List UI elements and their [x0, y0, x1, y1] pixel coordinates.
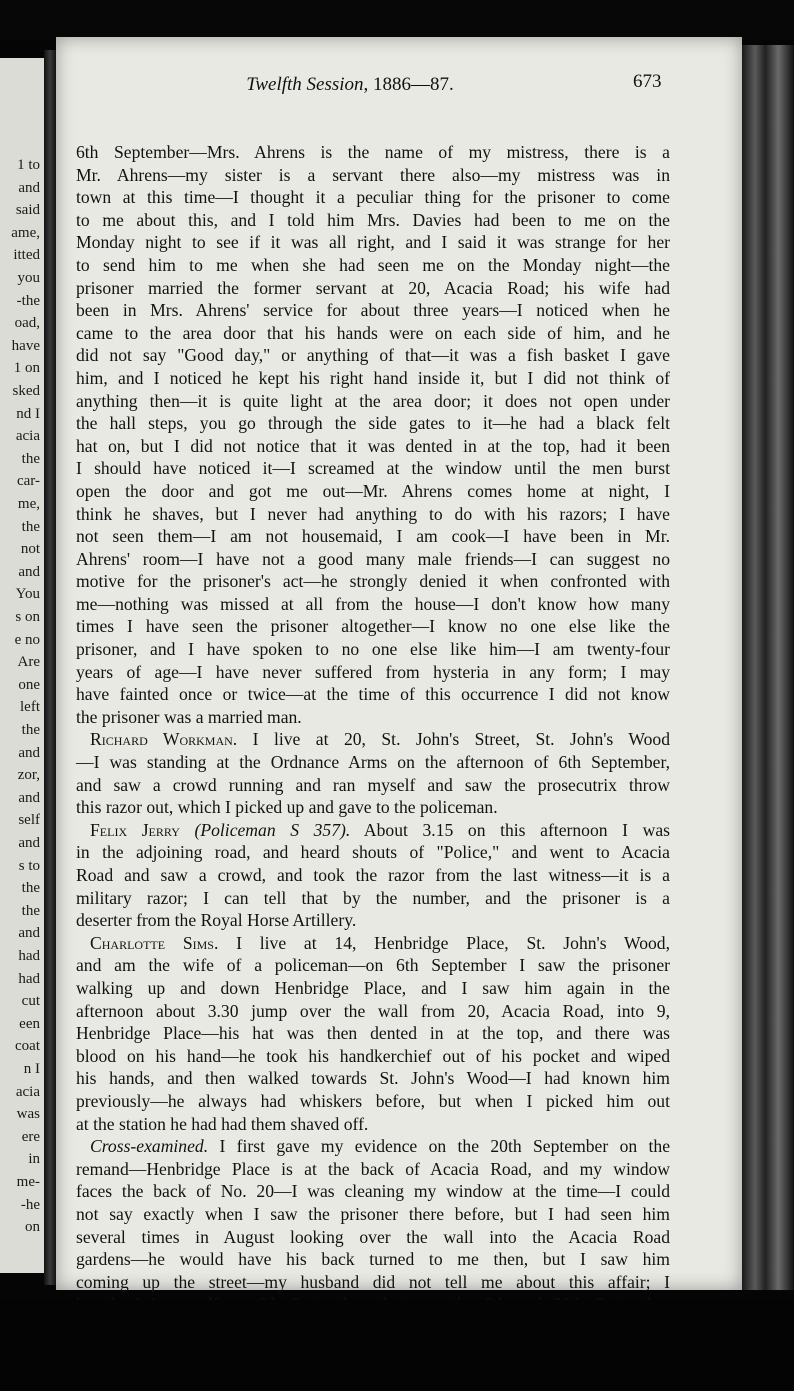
left-page-text-fragment: self: [18, 812, 40, 829]
line-text: him, and I noticed he kept his right hand inside it, but I did not think of: [76, 367, 670, 388]
text-line: [76, 1000, 670, 1023]
line-text: motive for the prisoner's act—he strongly denied it when confronted with: [76, 571, 670, 592]
line-text: not seen them—I am not housemaid, I am cook—I have been in Mr.: [76, 526, 670, 547]
text-line: [76, 186, 670, 209]
text-line: [76, 435, 670, 458]
text-line: [76, 1180, 670, 1203]
page-edge-stack: [742, 45, 794, 1290]
left-page-text-fragment: you: [17, 270, 40, 286]
line-text: anything then—it is quite light at the area door; it does not open under: [76, 390, 670, 411]
line-text: the prisoner was a married man.: [76, 706, 302, 727]
line-text: this razor out, which I picked up and gave to the policeman.: [76, 797, 498, 818]
text-line: [76, 322, 670, 345]
body-text: [76, 141, 670, 1316]
line-text: blood on his hand—he took his handkerchief out of his pocket and wiped: [76, 1045, 670, 1066]
line-text: coming up the street—my husband did not tell me about this affair; I: [76, 1271, 670, 1292]
witness-role: (Policeman S 357).: [179, 819, 351, 840]
text-line: [76, 1226, 670, 1249]
line-text: prisoner, and I have spoken to no one else like him—I am twenty-four: [76, 639, 670, 660]
line-text: and saw a crowd running and ran myself and saw the prosecutrix throw: [76, 774, 670, 795]
text-line: [76, 841, 670, 864]
left-page-text-fragment: s on: [15, 609, 40, 625]
line-text: Road and saw a crowd, and took the razor from the last witness—it is a: [76, 865, 670, 885]
text-line: [76, 1248, 670, 1271]
left-page-text-fragment: not: [20, 541, 40, 558]
line-text: in the adjoining road, and heard shouts of "Police," and went to Acacia: [76, 842, 670, 863]
line-text: —I was standing at the Ordnance Arms on the afternoon of 6th September,: [76, 752, 670, 773]
running-head-comma: ,: [363, 74, 374, 95]
text-line: [76, 299, 670, 322]
adjacent-page-fragment: [0, 58, 44, 1273]
cross-examined-label: Cross-examined.: [90, 1136, 209, 1157]
text-line: [76, 1203, 670, 1226]
text-line: [76, 503, 670, 526]
left-page-text-fragment: n I: [23, 1061, 40, 1077]
line-text: at the station he had had them shaved off.: [76, 1113, 369, 1134]
left-page-text-fragment: the: [21, 518, 40, 535]
line-text: came to the area door that his hands were on each side of him, and he: [76, 322, 670, 343]
text-line: [76, 909, 670, 932]
left-page-text-fragment: and: [18, 563, 40, 580]
film-border-top: [0, 0, 794, 40]
text-line: [76, 1022, 670, 1045]
left-page-text-fragment: acia: [15, 1083, 40, 1100]
left-page-text-fragment: and: [18, 835, 40, 851]
line-text: me—nothing was missed at all from the house—I don't know how many: [76, 593, 670, 614]
left-page-text-fragment: had: [18, 948, 40, 964]
text-line: [76, 231, 670, 254]
line-text: years of age—I have never suffered from hysteria in any form; I may: [76, 661, 670, 682]
line-text: Monday night to see if it was all right, and I said it was strange for her: [76, 232, 670, 253]
left-page-text-fragment: was: [16, 1106, 40, 1123]
text-line: [76, 932, 670, 955]
text-line: [76, 1113, 670, 1136]
running-head: [200, 74, 500, 96]
line-text: 6th September—Mrs. Ahrens is the name of my mistress, there is a: [76, 142, 670, 162]
text-line: [76, 864, 670, 887]
text-line: [76, 390, 670, 413]
line-text: times I have seen the prisoner altogether—I know no one else like the: [76, 616, 670, 637]
text-line: [76, 457, 670, 480]
left-page-text-fragment: on: [25, 1219, 40, 1236]
left-page-text-fragment: 1 on: [13, 360, 40, 377]
witness-name: Felix Jerry: [90, 819, 180, 840]
left-page-text-fragment: car-: [16, 473, 40, 490]
line-text: Mr. Ahrens—my sister is a servant there also—my mistress was in: [76, 164, 670, 185]
text-line: [76, 706, 670, 729]
line-text: have fainted once or twice—at the time of this occurrence I did not know: [76, 684, 670, 705]
text-line: [76, 570, 670, 593]
text-line: [76, 954, 670, 977]
text-line: [76, 819, 670, 842]
text-line: [76, 344, 670, 367]
line-text: think he shaves, but I never had anything to do with his razors; I have: [76, 503, 670, 524]
line-text: About 3.15 on this afternoon I was: [350, 819, 670, 840]
text-line: [76, 796, 670, 819]
witness-name: Charlotte Sims.: [90, 932, 219, 953]
film-border-bottom: [0, 1300, 794, 1391]
left-page-text-fragment: coat: [15, 1038, 40, 1055]
left-page-text-fragment: and: [18, 179, 40, 196]
line-text: hat on, but I did not notice that it was dented in at the top, had it been: [76, 435, 670, 456]
running-head-years: 1886—87.: [373, 74, 454, 95]
line-text: afternoon about 3.30 jump over the wall from 20, Acacia Road, into 9,: [76, 1000, 670, 1021]
left-page-text-fragment: said: [15, 202, 40, 219]
text-line: [76, 1158, 670, 1181]
text-line: [76, 661, 670, 684]
left-page-text-fragment: acia: [15, 428, 40, 445]
line-text: deserter from the Royal Horse Artillery.: [76, 910, 357, 931]
left-page-text-fragment: s to: [18, 857, 40, 874]
text-line: [76, 593, 670, 616]
line-text: faces the back of No. 20—I was cleaning my window at the time—I could: [76, 1181, 670, 1202]
text-line: [76, 1271, 670, 1294]
left-page-text-fragment: -the: [16, 292, 40, 309]
text-line: [76, 1067, 670, 1090]
text-line: [76, 638, 670, 661]
text-line: [76, 209, 670, 232]
left-page-text-fragment: left: [20, 699, 40, 716]
left-page-text-fragment: me-: [16, 1174, 40, 1190]
line-text: open the door and got me out—Mr. Ahrens comes home at night, I: [76, 480, 670, 501]
left-page-text-fragment: Are: [17, 654, 40, 671]
left-page-text-fragment: and: [18, 925, 40, 942]
line-text: his hands, and then walked towards St. John's Wood—I had known him: [76, 1068, 670, 1089]
line-text: and am the wife of a policeman—on 6th September I saw the prisoner: [76, 955, 670, 976]
left-page-text-fragment: and: [18, 789, 40, 806]
line-text: several times in August looking over the wall into the Acacia Road: [76, 1226, 670, 1247]
text-line: [76, 683, 670, 706]
line-text: the hall steps, you go through the side gates to it—he had a black felt: [76, 413, 670, 434]
left-page-text-fragment: one: [18, 676, 40, 693]
line-text: previously—he always had whiskers before, but when I picked him out: [76, 1090, 670, 1111]
line-text: did not say "Good day," or anything of that—it was a fish basket I gave: [76, 345, 670, 366]
left-page-text-fragment: -he: [20, 1196, 40, 1213]
text-line: [76, 1045, 670, 1068]
left-page-text-fragment: 1 to: [17, 157, 40, 173]
left-page-text-fragment: the: [21, 722, 40, 738]
left-page-text-fragment: e no: [14, 631, 40, 648]
text-line: [76, 367, 670, 390]
text-line: [76, 887, 670, 910]
text-line: [76, 1135, 670, 1158]
text-line: [76, 977, 670, 1000]
left-page-text-fragment: nd I: [16, 405, 40, 422]
line-text: I live at 20, St. John's Street, St. John's Wood: [237, 729, 670, 750]
book-gutter: [44, 50, 56, 1285]
text-line: [76, 254, 670, 277]
left-page-text-fragment: the: [21, 450, 40, 467]
left-page-text-fragment: zor,: [17, 767, 40, 784]
left-page-text-fragment: the: [21, 880, 40, 897]
line-text: I should have noticed it—I screamed at the window until the men burst: [76, 458, 670, 479]
text-line: [76, 412, 670, 435]
witness-name: Richard Workman.: [90, 729, 238, 750]
running-head-title: Twelfth Session: [246, 74, 364, 95]
left-page-text-fragment: You: [15, 586, 40, 603]
text-line: [76, 728, 670, 751]
line-text: town at this time—I thought it a peculiar thing for the prisoner to come: [76, 187, 670, 208]
left-page-text-fragment: had: [18, 970, 40, 987]
line-text: Henbridge Place—his hat was then dented in at the top, and there was: [76, 1023, 670, 1044]
text-line: [76, 141, 670, 164]
left-page-text-fragment: the: [21, 902, 40, 919]
left-page-text-fragment: me,: [17, 496, 40, 512]
text-line: [76, 548, 670, 571]
left-page-text-fragment: ame,: [11, 224, 40, 241]
text-line: [76, 277, 670, 300]
text-line: [76, 525, 670, 548]
text-line: [76, 615, 670, 638]
line-text: I first gave my evidence on the 20th September on the: [208, 1136, 670, 1157]
text-line: [76, 751, 670, 774]
line-text: Ahrens' room—I have not a good many male friends—I can suggest no: [76, 548, 670, 569]
left-page-text-fragment: in: [28, 1151, 40, 1168]
text-line: [76, 164, 670, 187]
left-page-text-fragment: cut: [21, 993, 40, 1010]
left-page-text-fragment: oad,: [14, 315, 40, 332]
left-page-text-fragment: een: [19, 1015, 40, 1032]
text-line: [76, 774, 670, 797]
line-text: to me about this, and I told him Mrs. Davies had been to me on the: [76, 209, 670, 230]
text-line: [76, 1090, 670, 1113]
line-text: not say exactly when I saw the prisoner there before, but I had seen him: [76, 1203, 670, 1224]
line-text: I live at 14, Henbridge Place, St. John's Wood,: [218, 932, 670, 953]
line-text: to send him to me when she had seen me on the Monday night—the: [76, 254, 670, 275]
left-page-text-fragment: have: [11, 337, 40, 354]
line-text: remand—Henbridge Place is at the back of Acacia Road, and my window: [76, 1158, 670, 1179]
line-text: been in Mrs. Ahrens' service for about three years—I noticed when he: [76, 300, 670, 321]
text-line: [76, 480, 670, 503]
left-page-text-fragment: sked: [12, 383, 40, 399]
line-text: prisoner married the former servant at 20, Acacia Road; his wife had: [76, 277, 670, 298]
left-page-text-fragment: and: [18, 744, 40, 761]
page-number: 673: [633, 71, 662, 92]
line-text: walking up and down Henbridge Place, and I saw him again in the: [76, 977, 670, 998]
line-text: military razor; I can tell that by the number, and the prisoner is a: [76, 887, 670, 908]
line-text: gardens—he would have his back turned to me then, but I saw him: [76, 1249, 670, 1270]
left-page-text-fragment: itted: [13, 247, 40, 264]
left-page-text-fragment: ere: [21, 1128, 40, 1145]
